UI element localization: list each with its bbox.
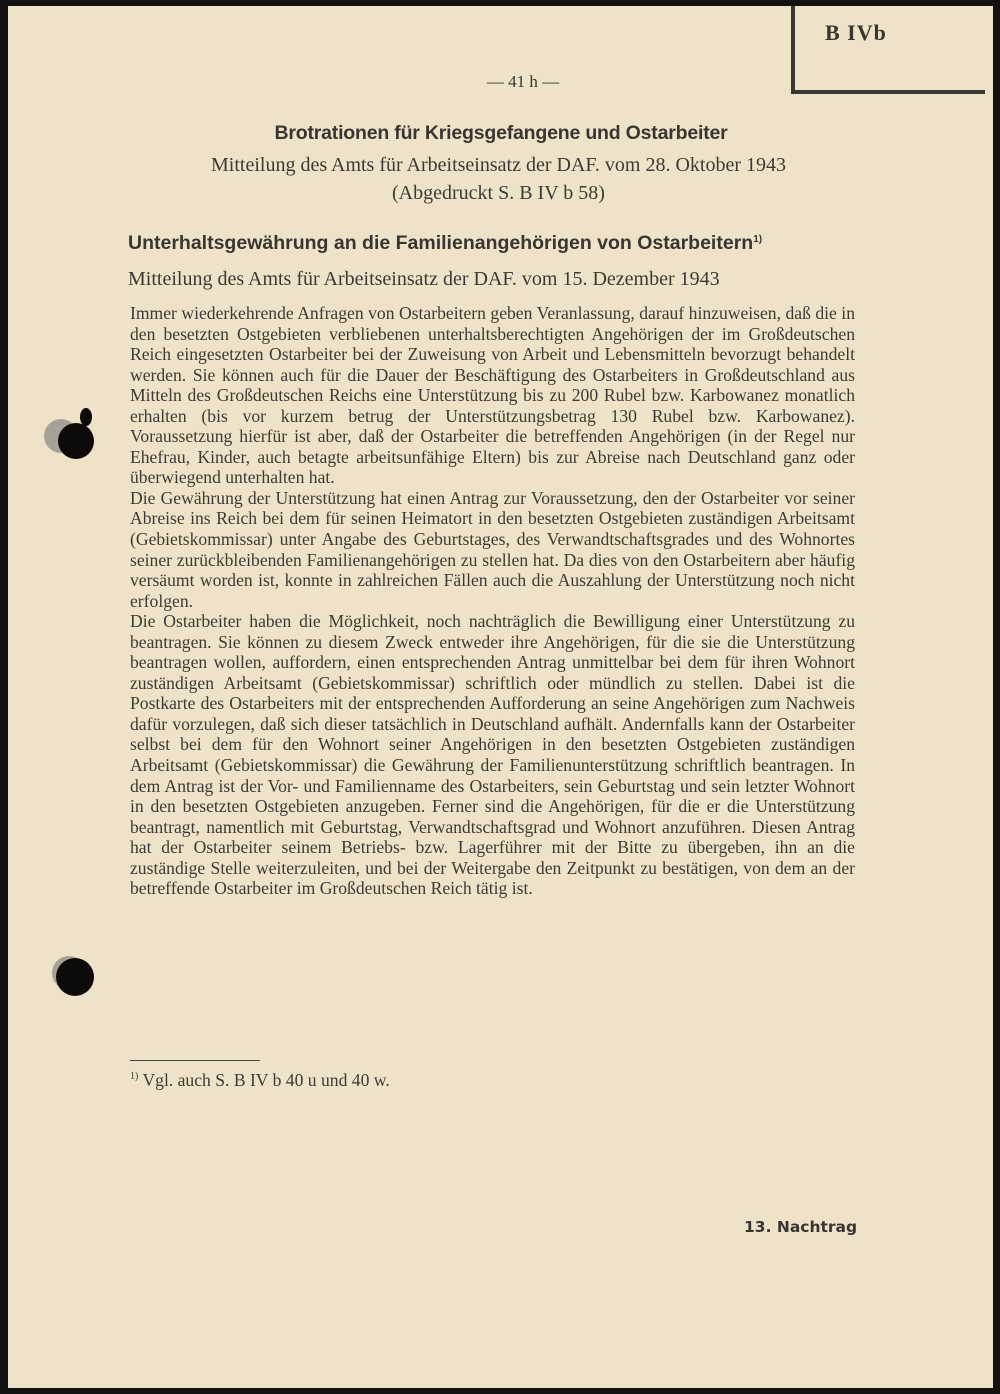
punch-hole-tab-icon xyxy=(80,408,92,426)
footnote-reference: 1) xyxy=(753,234,763,245)
punch-hole-icon xyxy=(58,423,94,459)
section1-reference: (Abgedruckt S. B IV b 58) xyxy=(392,182,605,204)
document-page xyxy=(8,6,993,1388)
footnote xyxy=(130,1070,390,1091)
supplement-label: 13. Nachtrag xyxy=(744,1218,858,1236)
page-number: — 41 h — xyxy=(486,72,560,91)
footnote-mark: 1) xyxy=(130,1071,139,1083)
paragraph: Die Gewährung der Unterstützung hat einen Antrag zur Voraussetzung, den der Ostarbeiter vor seiner Abreise ins Reich bei dem für seinen Heimatort in den besetzten Ostgebieten zuständigen Arbeitsamt (Gebietskommissar) unter Angabe des Geburtstages, des Verwandtschaftsgrades und des Wohnortes seiner zurückbleibenden Familienangehörigen zu stellen hat. Da dies von den Ostarbeitern aber häufig versäumt worden ist, konnte in zahlreichen Fällen auch die Auszahlung der Unterstützung noch nicht erfolgen. xyxy=(130,487,855,611)
footnote-divider xyxy=(130,1060,260,1061)
section2-title: Unterhaltsgewährung an die Familienangehörigen von Ostarbeitern xyxy=(128,232,754,254)
paragraph: Die Ostarbeiter haben die Möglichkeit, noch nachträglich die Bewilligung einer Unterstützung zu beantragen. Sie können zu diesem Zweck entweder ihre Angehörigen, für die sie die Unterstützung beantragen wollen, auffordern, einen entsprechenden Antrag unmittelbar bei dem für ihren Wohnort zuständigen Arbeitsamt (Gebietskommissar) schriftlich oder mündlich zu stellen. Dabei ist die Postkarte des Ostarbeiters mit der entsprechenden Aufforderung an seine Angehörigen zum Nachweis dafür vorzulegen, daß sich dieser tatsächlich in Deutschland aufhält. Andernfalls kann der Ostarbeiter selbst bei dem für den Wohnort seiner Angehörigen in den besetzten Ostgebieten zuständigen Arbeitsamt (Gebietskommissar) die Gewährung der Familienunterstützung schriftlich beantragen. In dem Antrag ist der Vor- und Familienname des Ostarbeiters, sein Geburtstag und sein letzter Wohnort in den besetzten Ostgebieten anzugeben. Ferner sind die Angehörigen, für die er die Unterstützung beantragt, namentlich mit Geburtstag, Verwandtschaftsgrad und Wohnort anzuführen. Diesen Antrag hat der Ostarbeiter seinem Betriebs- bzw. Lagerführer mit der Bitte zu übergeben, ihn an die zuständige Stelle weiterzuleiten, und bei der Weitergabe den Zeitpunkt zu bestätigen, von dem an der betreffende Ostarbeiter im Großdeutschen Reich tätig ist. xyxy=(130,611,855,899)
section-code: B IVb xyxy=(825,20,887,45)
footnote-text: Vgl. auch S. B IV b 40 u und 40 w. xyxy=(142,1070,390,1090)
section1-subtitle: Mitteilung des Amts für Arbeitseinsatz der DAF. vom 28. Oktober 1943 xyxy=(211,154,786,176)
section2-subtitle: Mitteilung des Amts für Arbeitseinsatz der DAF. vom 15. Dezember 1943 xyxy=(128,268,720,290)
paragraph: Immer wiederkehrende Anfragen von Ostarbeitern geben Veranlassung, darauf hinzuweisen, daß die in den besetzten Ostgebieten verbliebenen unterhaltsberechtigten Angehörigen der im Großdeutschen Reich eingesetzten Ostarbeiter bei der Zuweisung von Arbeit und Lebensmitteln bevorzugt behandelt werden. Sie können auch für die Dauer der Beschäftigung des Ostarbeiters in Großdeutschland aus Mitteln des Großdeutschen Reichs eine Unterstützung bis zu 200 Rubel bzw. Karbowanez monatlich erhalten (bis vor kurzem betrug der Unterstützungsbetrag 130 Rubel bzw. Karbowanez). Voraussetzung hierfür ist aber, daß der Ostarbeiter die betreffenden Angehörigen (in der Regel nur Ehefrau, Kinder, auch betagte arbeitsunfähige Eltern) bis zur Abreise nach Deutschland ganz oder überwiegend unterhalten hat. xyxy=(130,303,855,488)
section2-body xyxy=(130,303,855,899)
punch-hole-icon xyxy=(56,958,94,996)
section1-title: Brotrationen für Kriegsgefangene und Ostarbeiter xyxy=(274,122,728,144)
section2-title-line xyxy=(128,232,762,255)
